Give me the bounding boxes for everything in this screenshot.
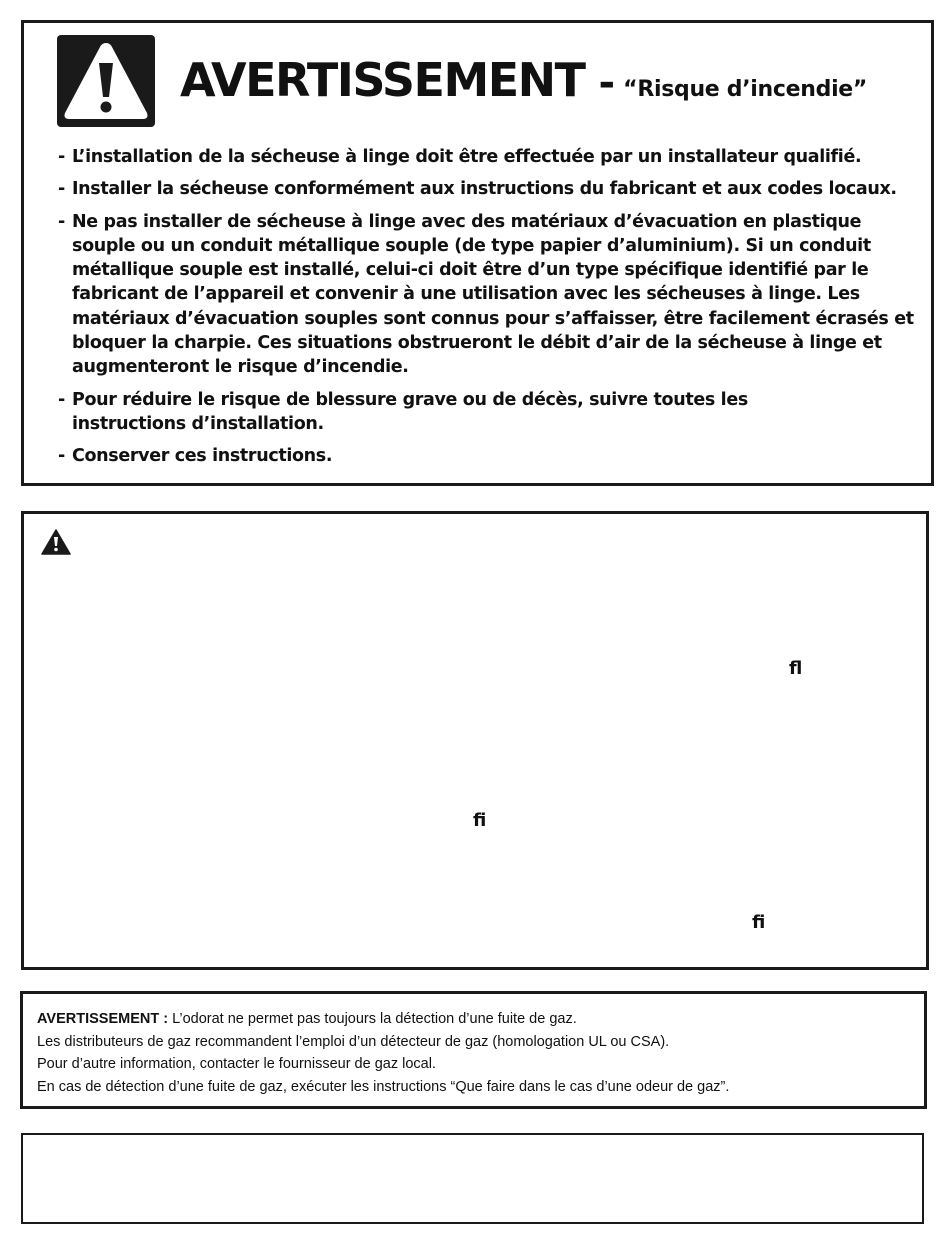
- gas-detection-notice-box: [20, 991, 927, 1109]
- warning-triangle-icon: [41, 529, 71, 555]
- danger-notice-box: [21, 511, 929, 970]
- warning-title: AVERTISSEMENT: [180, 53, 585, 107]
- warning-instructions-list: [58, 145, 928, 477]
- gas-notice-line-text: L’odorat ne permet pas toujours la détection d’une fuite de gaz.: [172, 1011, 577, 1027]
- ligature-glyph: fl: [789, 658, 803, 679]
- gas-notice-label: AVERTISSEMENT :: [37, 1011, 169, 1027]
- warning-subtitle: “Risque d’incendie”: [623, 77, 868, 102]
- empty-notice-box: [21, 1133, 924, 1224]
- warning-item-text: Conserver ces instructions.: [72, 446, 333, 467]
- warning-item: - Installer la sécheuse conformément aux instructions du fabricant et aux codes locaux.: [58, 179, 897, 200]
- warning-item-text: Pour réduire le risque de blessure grave ou de décès, suivre toutes les instructions d’installation.: [72, 389, 748, 434]
- warning-item-text: Installer la sécheuse conformément aux instructions du fabricant et aux codes locaux.: [72, 179, 897, 200]
- warning-item: - Ne pas installer de sécheuse à linge avec des matériaux d’évacuation en plastique souple ou un conduit métallique souple (de type papier d’aluminium). Si un conduit métallique souple est installé, celui-ci doit être d’un type spécifique identifié par le fabricant de l’appareil et convenir à une utilisation avec les sécheuses à linge. Les matériaux d’évacuation souples sont connus pour s’affaisser, être facilement écrasés et bloquer la charpie. Ces situations obstrueront le débit d’air de la sécheuse à linge et augmenteront le risque d’incendie.: [58, 211, 914, 378]
- warning-item: - Conserver ces instructions.: [58, 446, 333, 467]
- gas-notice-text: [37, 1008, 729, 1099]
- gas-notice-line: En cas de détection d’une fuite de gaz, exécuter les instructions “Que faire dans le cas d’une odeur de gaz”.: [37, 1079, 730, 1096]
- warning-title-dash: -: [598, 60, 616, 106]
- warning-heading: [180, 53, 867, 107]
- warning-item: - L’installation de la sécheuse à linge doit être effectuée par un installateur qualifié.: [58, 147, 862, 167]
- warning-item-text: L’installation de la sécheuse à linge doit être effectuée par un installateur qualifié.: [72, 147, 862, 167]
- ligature-glyph: fi: [752, 912, 766, 933]
- warning-item: - Pour réduire le risque de blessure grave ou de décès, suivre toutes les instructions d’installation.: [58, 389, 748, 434]
- gas-notice-line: [37, 1008, 729, 1031]
- gas-notice-line: Pour d’autre information, contacter le fournisseur de gaz local.: [37, 1056, 436, 1073]
- warning-triangle-icon: [57, 35, 155, 127]
- warning-item-text: Ne pas installer de sécheuse à linge avec des matériaux d’évacuation en plastique souple ou un conduit métallique souple (de type papier d’aluminium). Si un conduit métallique souple est installé, celui-ci doit être d’un type spécifique identifié par le fabricant de l’appareil et convenir à une utilisation avec les sécheuses à linge. Les matériaux d’évacuation souples sont connus pour s’affaisser, être facilement écrasés et bloquer la charpie. Ces situations obstrueront le débit d’air de la sécheuse à linge et augmenteront le risque d’incendie.: [72, 211, 914, 378]
- ligature-glyph: fi: [473, 810, 487, 831]
- gas-notice-line: Les distributeurs de gaz recommandent l’emploi d’un détecteur de gaz (homologation UL ou CSA).: [37, 1033, 670, 1050]
- fire-risk-warning-box: [21, 20, 934, 486]
